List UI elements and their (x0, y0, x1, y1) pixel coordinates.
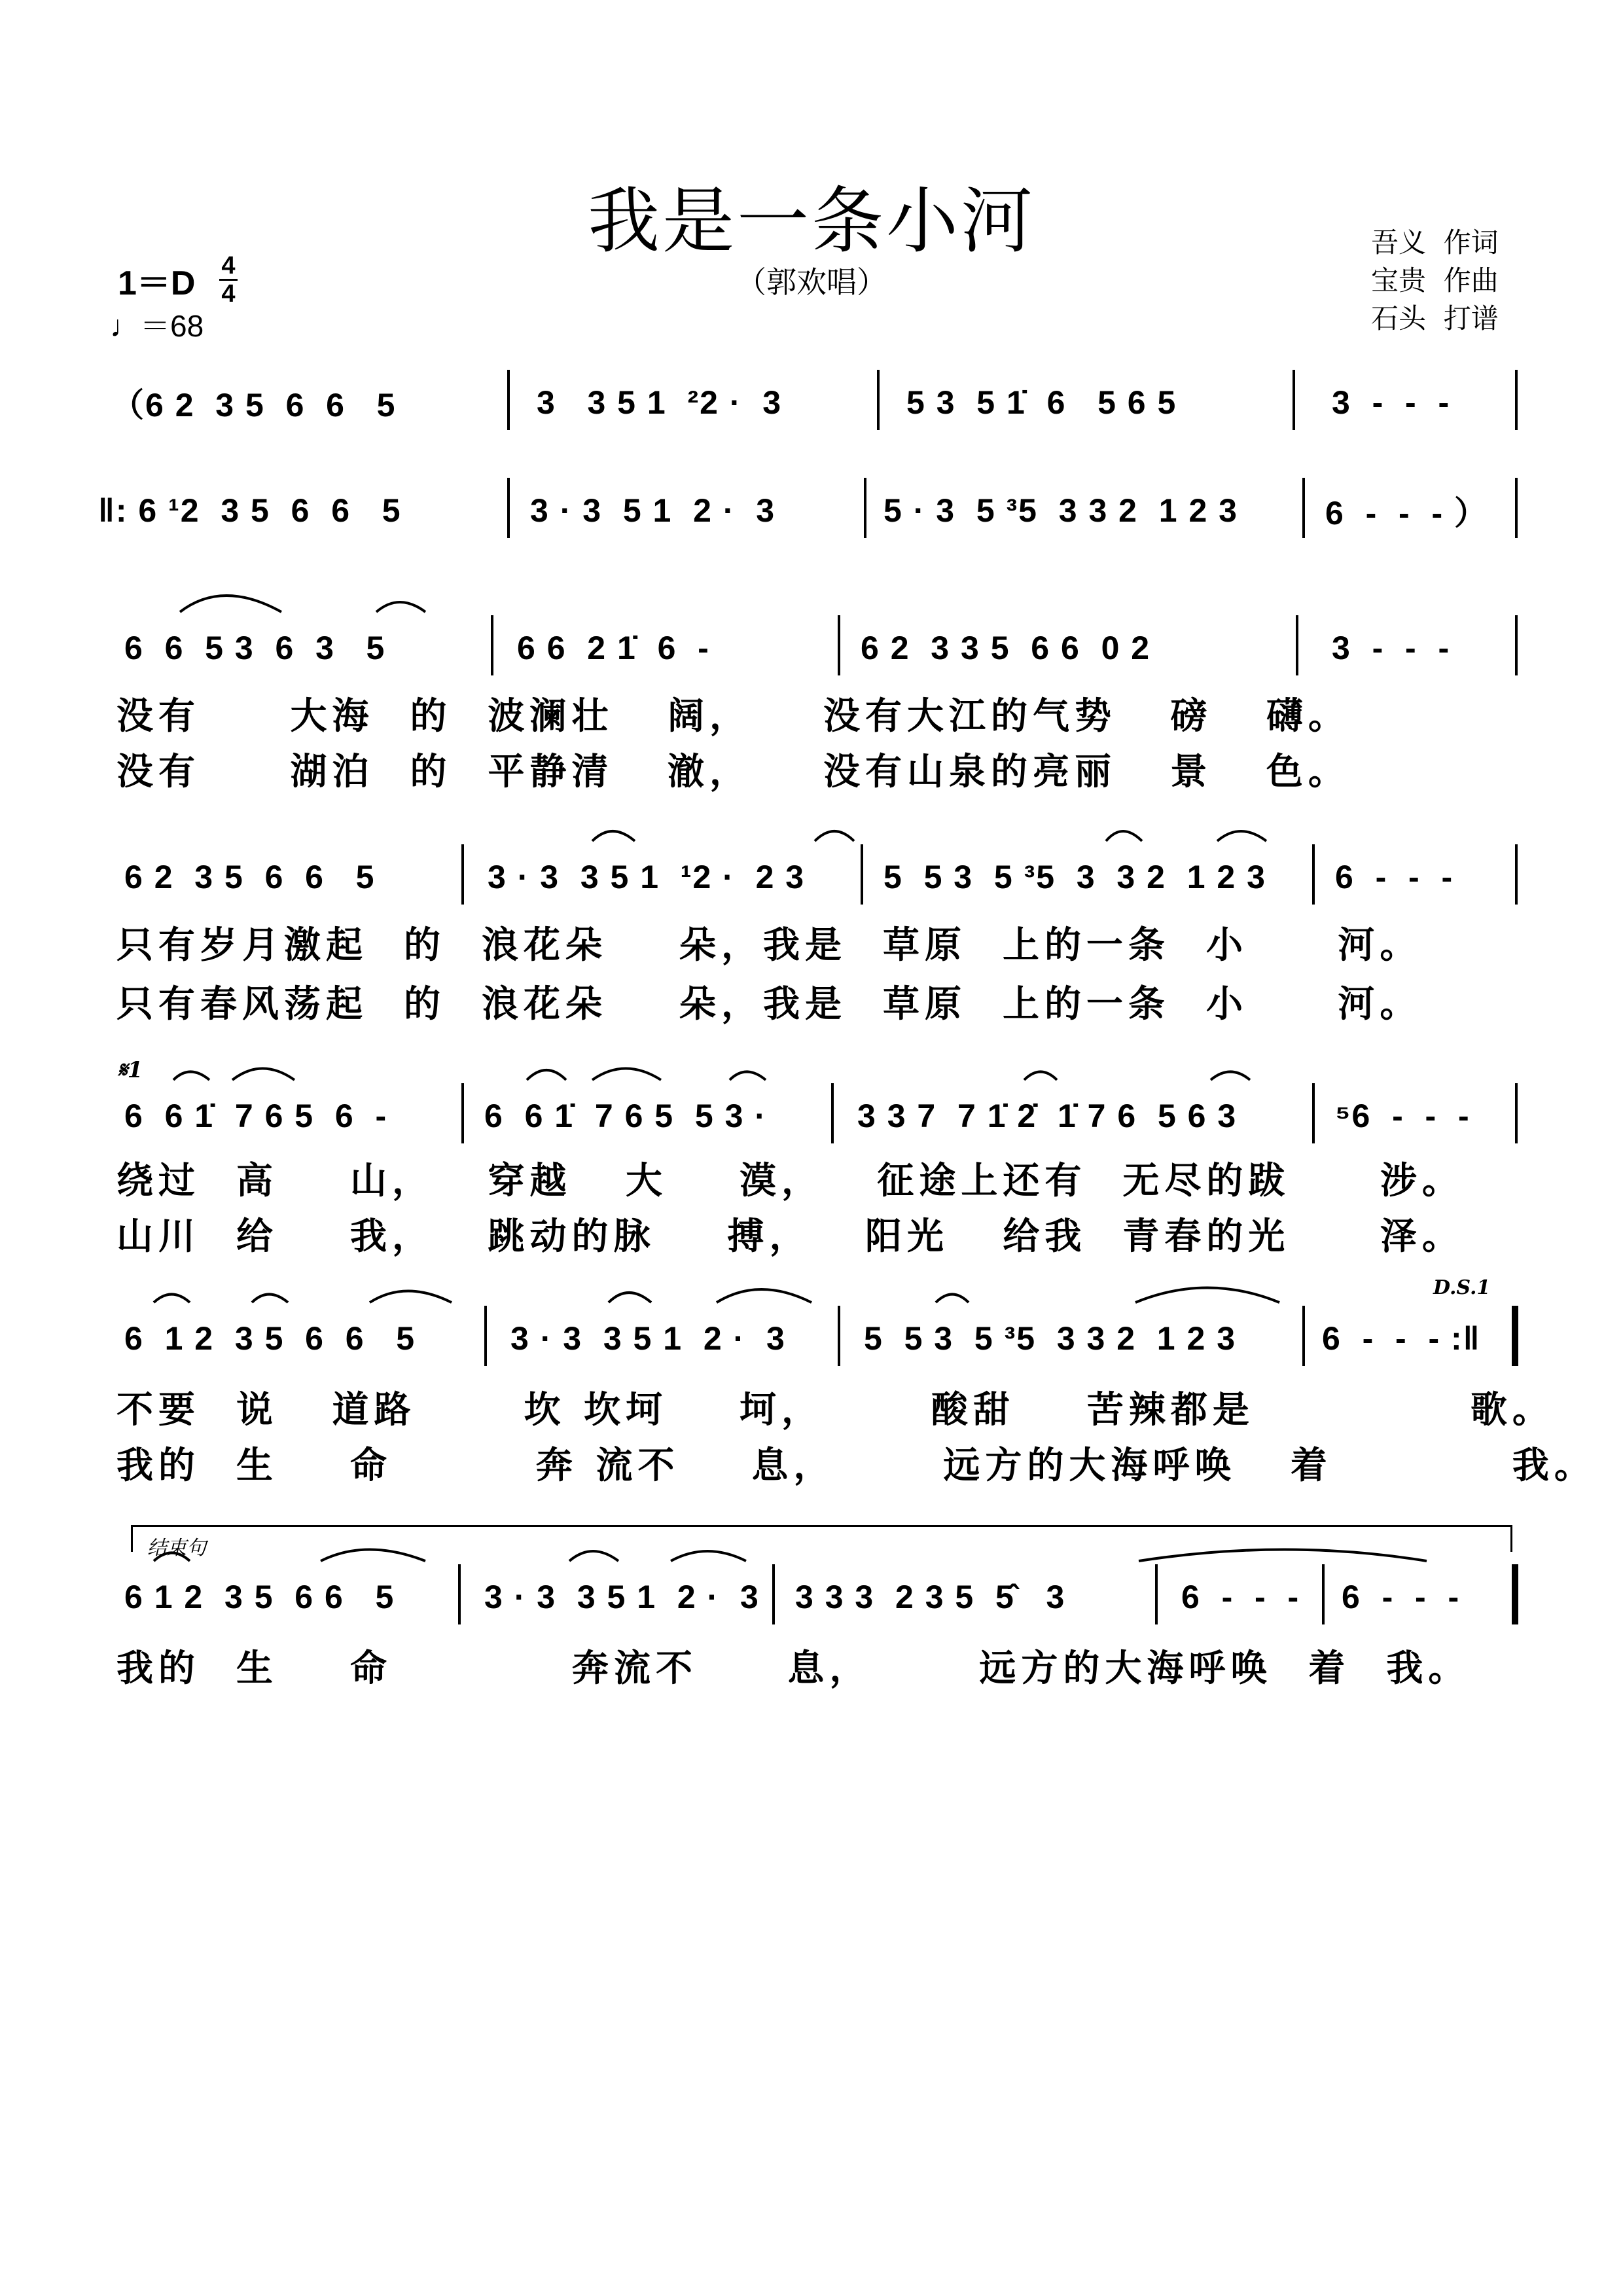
measure: ‖: 6 ¹2 3 5 6 6 5 (98, 492, 412, 529)
lyric-line-8: 我的 生 命 奔 流不 息， 远方的大海呼唤 着 我。 (116, 1444, 1596, 1487)
measure: 6 1 2 3 5 6 6 5 (124, 1579, 406, 1615)
ending-label: 结束句 (147, 1537, 206, 1560)
lyric-line-1: 没有 大海 的 波澜壮 阔， 没有大江的气势 磅 礴。 (116, 695, 1350, 738)
lyric-line-7: 不要 说 道路 坎 坎坷 坷， 酸甜 苦辣都是 歌。 (116, 1389, 1554, 1431)
key-signature: 1＝D (118, 264, 196, 302)
measure: 5 5 3 5 ³5 3 3 2 1 2 3 (864, 1320, 1237, 1357)
lyric-line-5: 绕过 高 山， 穿越 大 漠， 征途上还有 无尽的跋 涉。 (116, 1160, 1464, 1202)
lyric-line-9: 我的 生 命 奔流不 息， 远方的大海呼唤 着 我。 (116, 1647, 1471, 1690)
meter-bottom: 4 (221, 280, 236, 308)
meter-top: 4 (221, 252, 236, 279)
measure: 6 - - - :‖ (1322, 1320, 1481, 1357)
lyric-line-4: 只有春风荡起 的 浪花朵 朵，我是 草原 上的一条 小 河。 (116, 983, 1422, 1026)
measure: 6 6 2 1̇ 6 - (517, 630, 721, 666)
measure: 5 5 3 5 ³5 3 3 2 1 2 3 (883, 859, 1266, 895)
segno-mark: 𝄋1 (118, 1057, 143, 1083)
measure: 6 - - - (1181, 1579, 1310, 1615)
lyric-line-2: 没有 湖泊 的 平静清 澈， 没有山泉的亮丽 景 色。 (116, 751, 1350, 793)
measure: 6 - - - ） (1325, 495, 1488, 531)
lyric-line-3: 只有岁月激起 的 浪花朵 朵，我是 草原 上的一条 小 河。 (116, 924, 1422, 967)
measure: 3 - - - (1332, 630, 1461, 666)
measure: 3 · 3 5 1 2 · 3 (530, 492, 786, 529)
measure: 3 - - - (1332, 384, 1461, 421)
measure: 3 · 3 3 5 1 2 · 3 (484, 1579, 770, 1615)
measure: 5 3 5 1̇ 6 5 6 5 (906, 384, 1177, 421)
page-title: 我是一条小河 (588, 179, 1035, 263)
lyricist-credit: 吾义 作词 (1371, 226, 1499, 259)
measure: 6 2 3 3 5 6 6 0 2 (861, 630, 1151, 666)
measure: 3 3 7 7 1̇ 2̇ 1̇ 7 6 5 6 3 (857, 1098, 1238, 1134)
measure: 5 · 3 5 ³5 3 3 2 1 2 3 (883, 492, 1238, 529)
measure: 6 - - - (1335, 859, 1464, 895)
lyric-line-6: 山川 给 我， 跳动的脉 搏， 阳光 给我 青春的光 泽。 (116, 1215, 1464, 1258)
ds-mark: D.S.1 (1433, 1276, 1491, 1299)
measure: 3 3 5 1 ²2 · 3 (537, 384, 793, 421)
singer-credit: （郭欢唱） (736, 264, 887, 300)
composer-credit: 宝贵 作曲 (1371, 264, 1499, 296)
measure: ⁵6 - - - (1335, 1098, 1481, 1134)
measure: 6 1 2 3 5 6 6 5 (124, 1320, 426, 1357)
measure: 3 · 3 3 5 1 2 · 3 (510, 1320, 796, 1357)
tempo-marking: ♩＝68 (110, 309, 204, 343)
measure: 6 - - - (1342, 1579, 1471, 1615)
measure: 6 6 1̇ 7 6 5 6 - (124, 1098, 399, 1134)
measure: 6 2 3 5 6 6 5 (124, 859, 386, 895)
measure: 6 6 1̇ 7 6 5 5 3 · (484, 1098, 767, 1134)
measure: 3 · 3 3 5 1 ¹2 · 2 3 (488, 859, 806, 895)
transcriber-credit: 石头 打谱 (1371, 302, 1499, 334)
measure: 3 3 3 2 3 5 5̂ 3 (795, 1579, 1077, 1615)
measure: 6 6 5 3 6 3 5 (124, 630, 397, 666)
measure: （6 2 3 5 6 6 5 (111, 387, 418, 423)
